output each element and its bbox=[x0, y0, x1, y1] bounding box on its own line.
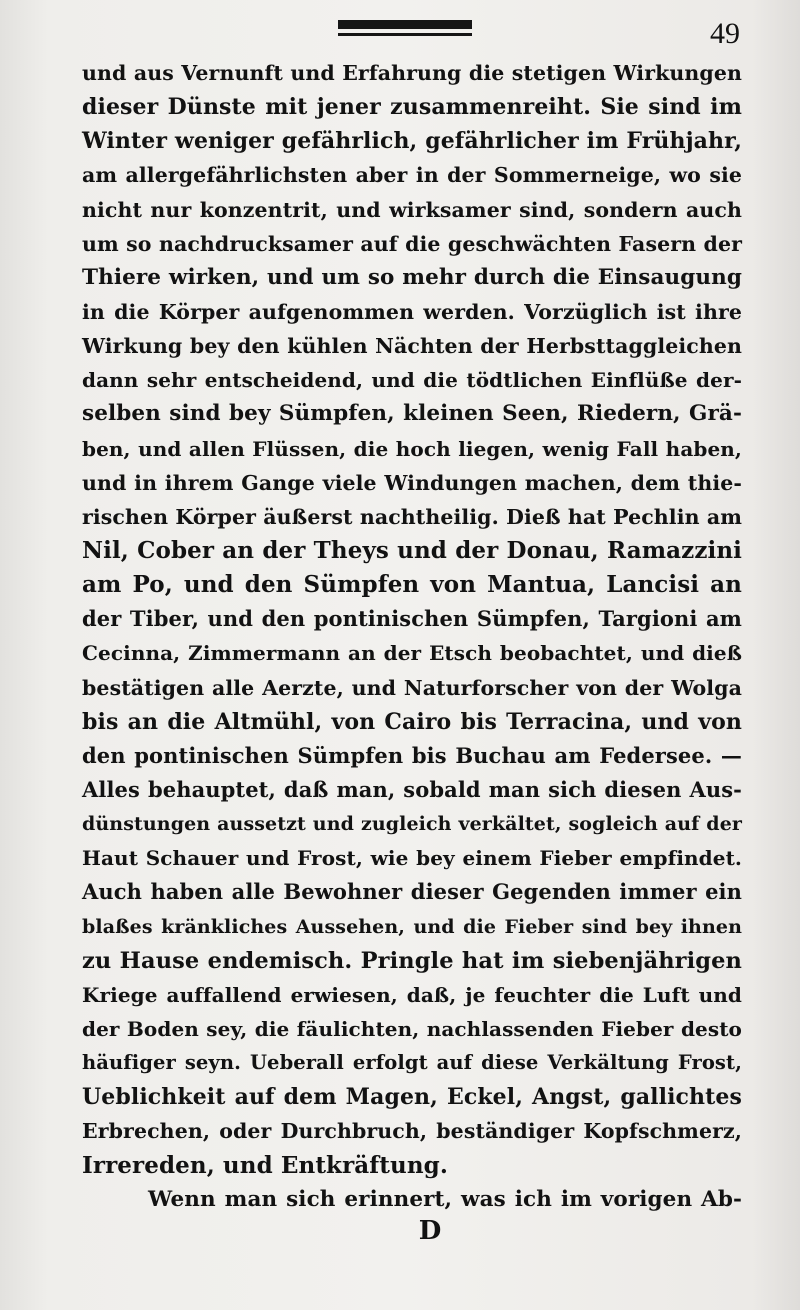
text-line: selben sind bey Sümpfen, kleinen Seen, Riedern, Grä- bbox=[82, 401, 742, 427]
text-line: nicht nur konzentrit, und wirksamer sind, sondern auch bbox=[82, 197, 742, 222]
text-line: Winter weniger gefährlich, gefährlicher im Frühjahr, bbox=[82, 128, 742, 155]
text-line: Thiere wirken, und um so mehr durch die Einsaugung bbox=[82, 264, 742, 290]
text-line: ben, und allen Flüssen, die hoch liegen, wenig Fall haben, bbox=[82, 436, 742, 461]
text-line: dünstungen aussetzt und zugleich verkältet, sogleich auf der bbox=[82, 813, 742, 836]
text-line: Ueblichkeit auf dem Magen, Eckel, Angst, gallichtes bbox=[82, 1084, 742, 1111]
text-line: den pontinischen Sümpfen bis Buchau am Federsee. — bbox=[82, 742, 742, 768]
text-line: Kriege auffallend erwiesen, daß, je feuchter die Luft und bbox=[82, 982, 742, 1007]
text-line: zu Hause endemisch. Pringle hat im siebenjährigen bbox=[82, 947, 742, 974]
text-line: Cecinna, Zimmermann an der Etsch beobachtet, und dieß bbox=[82, 641, 742, 666]
header-rule-thin bbox=[338, 33, 472, 36]
text-line: um so nachdrucksamer auf die geschwächten Fasern der bbox=[82, 231, 742, 256]
text-line: Nil, Cober an der Theys und der Donau, Ramazzini bbox=[82, 536, 742, 564]
header-rule-thick bbox=[338, 20, 472, 29]
text-line: Haut Schauer und Frost, wie bey einem Fieber empfindet. bbox=[82, 846, 742, 871]
text-line: Erbrechen, oder Durchbruch, beständiger Kopfschmerz, bbox=[82, 1119, 742, 1144]
text-line: dieser Dünste mit jener zusammenreiht. Sie sind im bbox=[82, 94, 742, 121]
text-line: blaßes kränkliches Aussehen, und die Fieber sind bey ihnen bbox=[82, 915, 742, 938]
body-text bbox=[82, 56, 742, 1217]
text-line: Wirkung bey den kühlen Nächten der Herbsttaggleichen bbox=[82, 334, 742, 359]
text-line: häufiger seyn. Ueberall erfolgt auf diese Verkältung Frost, bbox=[82, 1051, 742, 1075]
text-line: und aus Vernunft und Erfahrung die stetigen Wirkungen bbox=[82, 61, 742, 85]
paragraph-start-line: Wenn man sich erinnert, was ich im vorigen Ab- bbox=[148, 1186, 742, 1212]
header-rule bbox=[338, 18, 472, 40]
text-line: rischen Körper äußerst nachtheilig. Dieß hat Pechlin am bbox=[82, 504, 742, 529]
paragraph-end-line: Irrereden, und Entkräftung. bbox=[82, 1151, 448, 1179]
text-line: bestätigen alle Aerzte, und Naturforscher von der Wolga bbox=[82, 675, 742, 700]
text-line: Auch haben alle Bewohner dieser Gegenden immer ein bbox=[82, 879, 742, 905]
text-line: der Tiber, und den pontinischen Sümpfen, Targioni am bbox=[82, 606, 742, 632]
text-line: am allergefährlichsten aber in der Sommerneige, wo sie bbox=[82, 163, 742, 188]
text-line: dann sehr entscheidend, und die tödtlichen Einflüße der- bbox=[82, 368, 742, 393]
text-line: am Po, und den Sümpfen von Mantua, Lancisi an bbox=[82, 571, 742, 599]
text-line: in die Körper aufgenommen werden. Vorzüglich ist ihre bbox=[82, 299, 742, 324]
text-line: der Boden sey, die fäulichten, nachlassenden Fieber desto bbox=[82, 1016, 742, 1041]
text-line: und in ihrem Gange viele Windungen machen, dem thie- bbox=[82, 470, 742, 495]
text-line: bis an die Altmühl, von Cairo bis Terracina, und von bbox=[82, 708, 742, 735]
signature-mark: D bbox=[418, 1216, 442, 1246]
text-line: Alles behauptet, daß man, sobald man sich diesen Aus- bbox=[82, 776, 742, 802]
page-number: 49 bbox=[710, 17, 740, 50]
